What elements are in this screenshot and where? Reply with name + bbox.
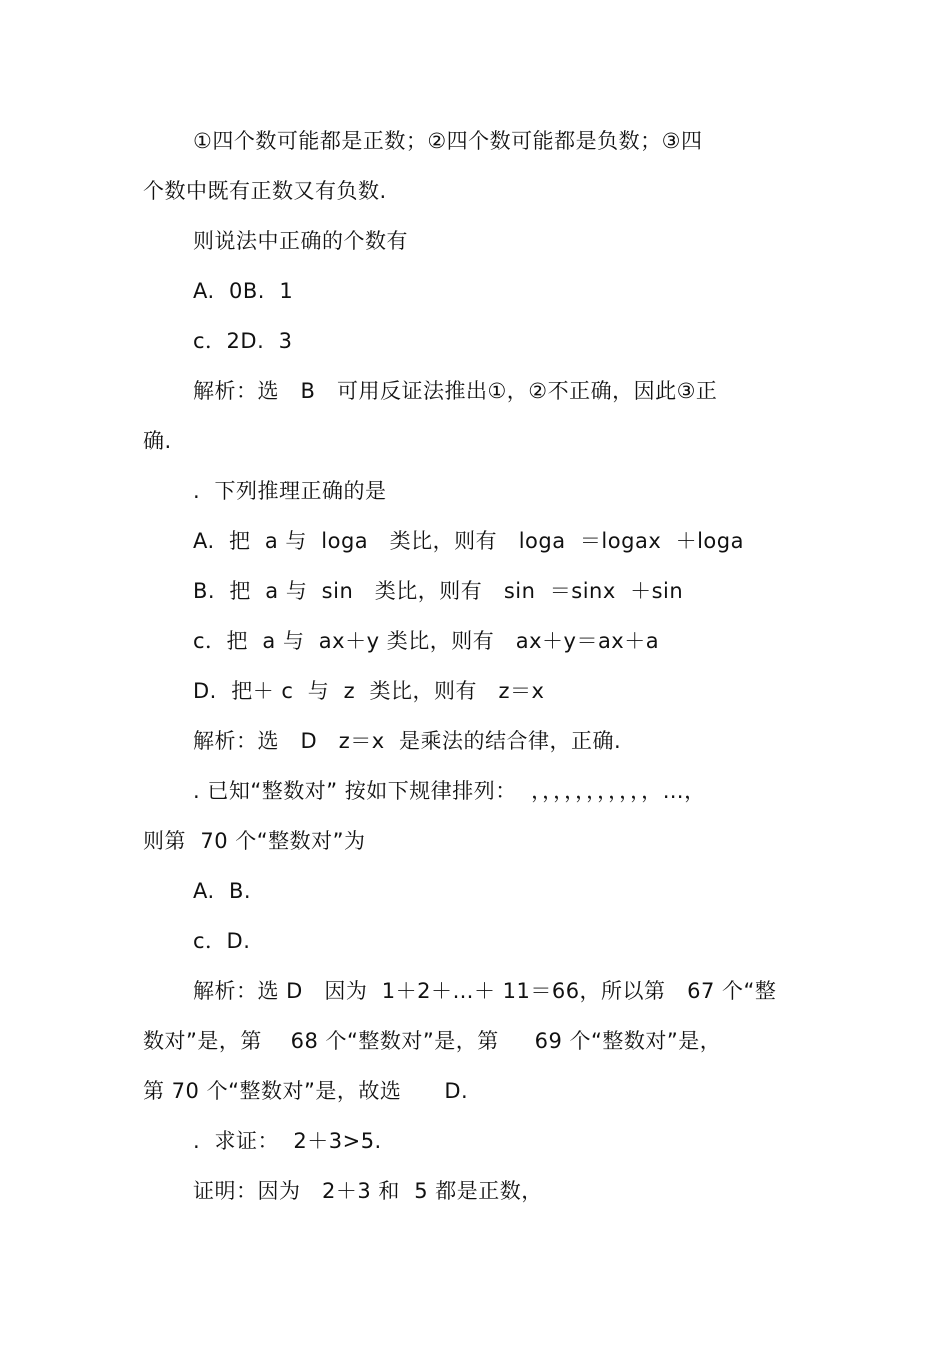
solution-line-1-cont: 确. [143,429,172,453]
option-a-line: A. 把 a 与 loga 类比，则有 loga ＝logax ＋loga [193,529,744,553]
option-b-line: B. 把 a 与 sin 类比，则有 sin ＝sinx ＋sin [193,579,684,603]
text-line-3: 则说法中正确的个数有 [193,229,408,253]
option-line-c-d-1: c．2D. 3 [193,329,293,353]
text-line-1: ①四个数可能都是正数；②四个数可能都是负数；③四 [193,129,703,153]
option-c-line: c．把 a 与 ax＋y 类比，则有 ax＋y＝ax＋a [193,629,660,653]
solution-line-3-cont-1: 数对”是，第 68 个“整数对”是，第 69 个“整数对”是， [143,1029,722,1053]
option-line-a-b-1: A. 0B. 1 [193,279,294,303]
option-line-c-d-3: c．D. [193,929,251,953]
question-line-4: . 求证： 2＋3>5. [193,1129,382,1153]
solution-line-2: 解析：选 D z＝x 是乘法的结合律，正确. [193,729,622,753]
solution-line-3-cont-2: 第 70 个“整数对”是，故选 D. [143,1079,469,1103]
text-line-2: 个数中既有正数又有负数. [143,179,387,203]
proof-line-1: 证明：因为 2＋3 和 5 都是正数， [193,1179,543,1203]
solution-line-1: 解析：选 B 可用反证法推出①，②不正确，因此③正 [193,379,718,403]
option-d-line: D. 把＋ c 与 z 类比，则有 z＝x [193,679,545,703]
question-line-2: . 下列推理正确的是 [193,479,387,503]
question-line-3: . 已知“整数对” 按如下规律排列： ，，，，，，，，，，，…， [193,779,706,803]
option-line-a-b-3: A. B. [193,879,252,903]
question-line-3-cont: 则第 70 个“整数对”为 [143,829,366,853]
solution-line-3: 解析：选 D 因为 1＋2＋…＋ 11＝66，所以第 67 个“整 [193,979,777,1003]
